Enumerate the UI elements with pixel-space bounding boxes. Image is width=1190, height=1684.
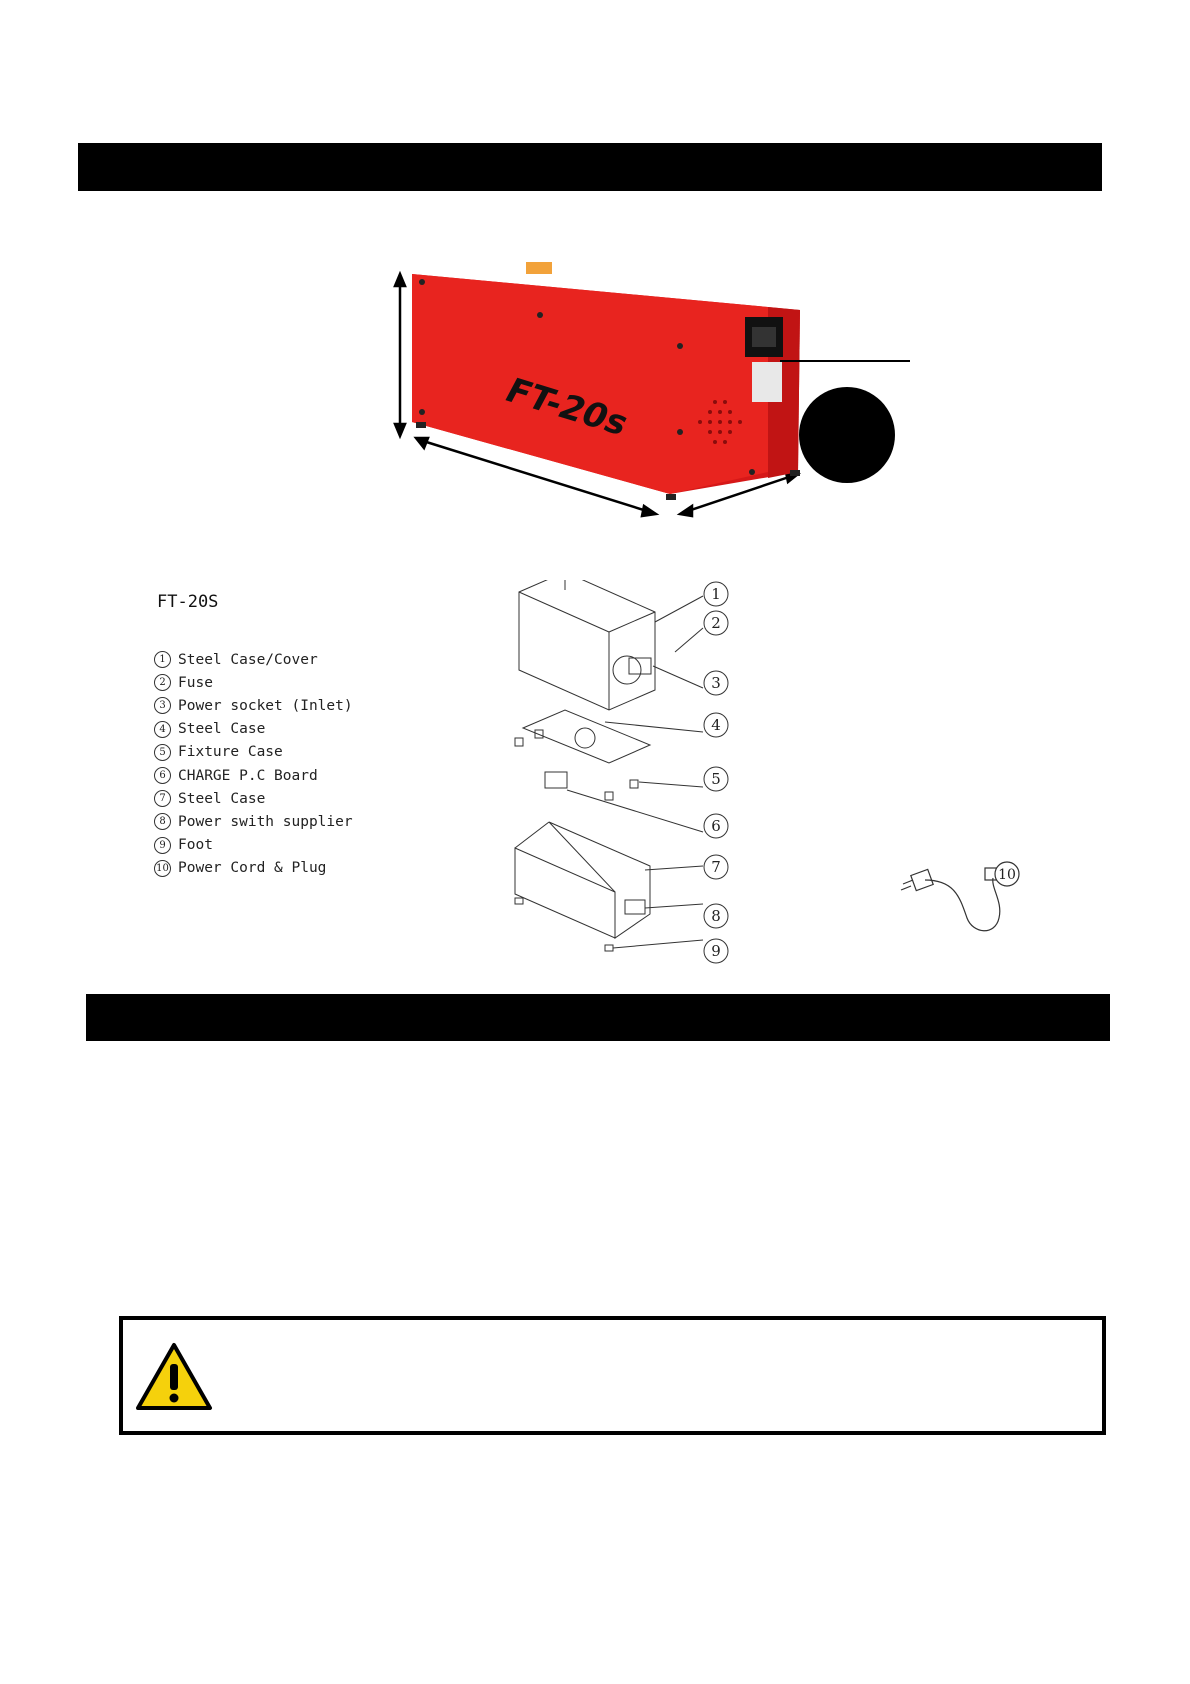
foot-drawing xyxy=(605,945,613,951)
callout-1: 1 xyxy=(711,585,721,603)
list-item xyxy=(154,810,353,833)
item-label: CHARGE P.C Board xyxy=(178,767,318,784)
list-item xyxy=(154,764,353,787)
item-number: 1 xyxy=(154,651,171,668)
callout-8: 8 xyxy=(711,907,721,925)
callout-2: 2 xyxy=(711,614,721,632)
warning-box xyxy=(119,1316,1106,1435)
item-label: Foot xyxy=(178,837,213,854)
item-label: Steel Case/Cover xyxy=(178,651,318,668)
spec-label xyxy=(752,362,782,402)
item-label: Power swith supplier xyxy=(178,813,353,830)
item-number: 2 xyxy=(154,674,171,691)
item-label: Steel Case xyxy=(178,721,266,738)
item-number: 6 xyxy=(154,767,171,784)
callout-6: 6 xyxy=(711,817,721,835)
parts-list xyxy=(154,648,353,880)
item-label: Fuse xyxy=(178,674,213,691)
list-item xyxy=(154,648,353,671)
steel-plate-drawing xyxy=(523,710,650,763)
warning-triangle-icon xyxy=(135,1342,213,1412)
callout-10: 10 xyxy=(998,867,1016,883)
model-label: FT-20S xyxy=(157,592,219,612)
list-item xyxy=(154,787,353,810)
item-number: 7 xyxy=(154,790,171,807)
fixture-drawing xyxy=(630,780,638,788)
item-number: 3 xyxy=(154,697,171,714)
callout-9: 9 xyxy=(711,942,721,960)
list-item xyxy=(154,671,353,694)
pcb-drawing xyxy=(545,772,567,788)
section-header-bar-2 xyxy=(86,994,1110,1041)
lower-case-drawing xyxy=(515,848,615,938)
list-item xyxy=(154,834,353,857)
section-header-bar-1 xyxy=(78,143,1102,191)
item-number: 4 xyxy=(154,721,171,738)
exploded-diagram xyxy=(505,580,785,980)
case-cover-drawing xyxy=(519,580,655,710)
item-label: Fixture Case xyxy=(178,744,283,761)
item-label: Power Cord & Plug xyxy=(178,860,327,877)
psu-drawing xyxy=(625,900,645,914)
list-item xyxy=(154,718,353,741)
list-item xyxy=(154,741,353,764)
callout-5: 5 xyxy=(711,770,721,788)
item-label: Power socket (Inlet) xyxy=(178,697,353,714)
item-number: 5 xyxy=(154,744,171,761)
leader-line xyxy=(780,360,910,362)
list-item xyxy=(154,694,353,717)
callout-7: 7 xyxy=(711,858,721,876)
top-handle xyxy=(526,262,552,274)
callout-3: 3 xyxy=(711,674,721,692)
callout-4: 4 xyxy=(711,716,721,734)
product-logo: FT-20s xyxy=(502,370,632,445)
item-number: 9 xyxy=(154,837,171,854)
item-number: 10 xyxy=(154,860,171,877)
callout-badge xyxy=(799,387,895,483)
item-number: 8 xyxy=(154,813,171,830)
cord-cable xyxy=(925,878,1000,931)
power-cord-drawing xyxy=(895,858,1020,938)
list-item xyxy=(154,857,353,880)
item-label: Steel Case xyxy=(178,790,266,807)
